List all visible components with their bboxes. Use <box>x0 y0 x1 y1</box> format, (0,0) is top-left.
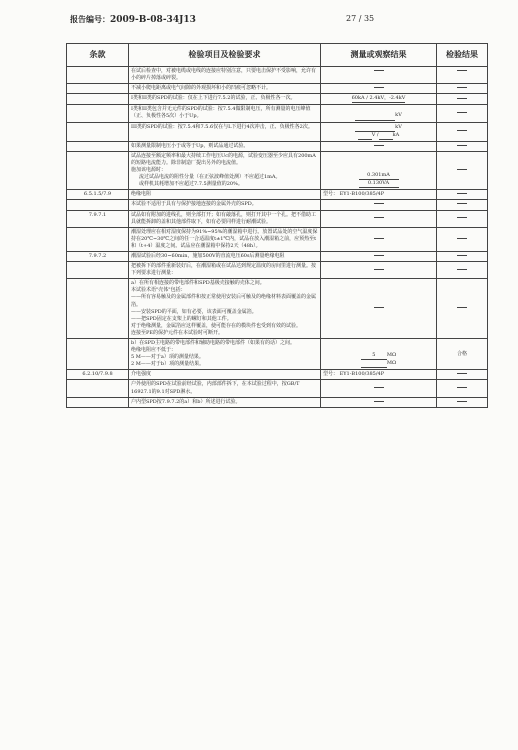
item-text: 潮湿试验后经30~60min，施加500V的直流电压60s后测量绝缘电阻 <box>129 251 321 261</box>
item-text: 本试验不适用于具有与保护接地连接的金属外壳的SPD。 <box>129 200 321 210</box>
report-number-line <box>70 14 196 25</box>
col-header-measurement: 测量或观察结果 <box>321 44 437 67</box>
measured-value: 0.130VA <box>359 180 399 188</box>
dash-mark <box>374 269 384 270</box>
measured-value: 5 <box>361 352 387 360</box>
measured-unit: kV <box>395 112 402 119</box>
dash-mark <box>457 145 467 146</box>
model-number: 型号： EY1-B100/385/4P <box>321 190 437 200</box>
col-header-clause: 条款 <box>67 44 129 67</box>
dash-mark <box>457 387 467 388</box>
table-row <box>67 279 488 339</box>
dash-mark <box>457 169 467 170</box>
table-row <box>67 370 488 380</box>
dash-mark <box>457 112 467 113</box>
table-row <box>67 190 488 200</box>
table-row <box>67 397 488 407</box>
dash-mark <box>374 203 384 204</box>
dash-mark <box>374 145 384 146</box>
col-header-item: 检验项目及检验要求 <box>129 44 321 67</box>
item-text: I类和II类的SPD的试验：仅在上下进行7.5.2的试验，正、负极性各一次。 <box>129 94 321 105</box>
page-number: 27 / 35 <box>346 14 375 23</box>
item-text: b）在SPD主电路的带电部件和辅助电路的带电部件（如果有的话）之间。 绝缘电阻应不低于： 5 M——对于a）项的测量结果。 2 M——对于b）项的测量结果。 <box>129 339 321 370</box>
model-number: 型号： EY1-B100/385/4P <box>321 370 437 380</box>
col-header-result: 检验结果 <box>437 44 488 67</box>
item-text: 把被拆下的部件重新装好后，在潮湿箱或在试品达到规定温度的房间里进行测量。按下列要求进行测量： <box>129 262 321 279</box>
dash-mark <box>457 217 467 218</box>
result-pass: 合格 <box>437 339 488 370</box>
dash-mark <box>374 255 384 256</box>
dash-mark <box>374 401 384 402</box>
table-row <box>67 84 488 94</box>
item-text: 不减小爬电距离或电气间隙的外观损坏和小的凹痕可忽略不计。 <box>129 84 321 94</box>
dash-mark <box>457 130 467 131</box>
report-number: 2009-B-08-34J13 <box>110 15 196 25</box>
dash-mark <box>457 203 467 204</box>
dash-mark <box>457 87 467 88</box>
table-row <box>67 67 488 84</box>
table-row <box>67 141 488 151</box>
item-text: 介电强度 <box>129 370 321 380</box>
item-text: I类和II类包含并无元件的SPD的试验：按7.5.4做限制电压，所有测量的电压峰值（正、负极性各5次）小于Up。 <box>129 105 321 122</box>
clause-number: 7.9.7.1 <box>67 210 129 227</box>
dash-mark <box>457 401 467 402</box>
item-text: 户内型SPD按7.9.7.2的a）和b）所述进行试验。 <box>129 397 321 407</box>
dash-mark <box>374 238 384 239</box>
table-row <box>67 251 488 261</box>
table-row <box>67 210 488 227</box>
dash-mark <box>457 373 467 374</box>
item-text: 绝缘电阻 <box>129 190 321 200</box>
dash-mark <box>457 269 467 270</box>
table-row <box>67 262 488 279</box>
table-row <box>67 339 488 370</box>
item-text: 试品如有附加的进线孔，则全部打开；如有敲落孔，则打开其中一个孔。把不借助工具就能拆卸的盖和其他部件取下，如有必要同样进行耐潮试验。 <box>129 210 321 227</box>
measured-value: 60kA / 2.4kV，-2.4kV <box>352 95 406 103</box>
item-text: 如果测量限制电压小于或等于Up，则试品通过试验。 <box>129 141 321 151</box>
item-text: a）在所有相连接的带电部件和SPD基极壳接触的壳体之间。 本试验术语"壳体"包括： ——所有容易触及的金属部件和按正常使用安装后可触及的绝缘材料表面覆盖的金属箔。 ——安装SPD的平面，如有必要，该表面可覆盖金属箔。 ——把SPD固定在支架上的螺钉和其他工件。 对于绝缘测量，金属箔应这样覆盖，使可能存在的模块件也受到有效的试验。 连接至PE的保护元件在本试验时可断开。 <box>129 279 321 339</box>
report-number-label: 报告编号： <box>70 14 110 24</box>
item-text: III类的SPD的试验：按7.5.4和7.5.6仅在与L下进行4次冲击，正、负极性各2次。 <box>129 122 321 141</box>
table-row <box>67 151 488 189</box>
measured-unit: MΩ <box>386 352 397 359</box>
table-row <box>67 380 488 397</box>
dash-mark <box>457 193 467 194</box>
item-text: 试品连接至额定频率和最大持续工作电压Uc的电源，试验变压器至少应具有200mA的短路电流能力。除非制造厂提出另外的电流值。 施加该电源时： 流过试品电流的阻性分量（在正弦波峰值处测）不应超过1mA。 或样机其耗增加不应超过7.7.5测量值的20%。 <box>129 151 321 189</box>
dash-mark <box>457 238 467 239</box>
table-row <box>67 227 488 251</box>
dash-mark <box>374 307 384 308</box>
inspection-table <box>66 43 488 408</box>
table-row <box>67 200 488 210</box>
dash-mark <box>457 255 467 256</box>
dash-mark <box>457 307 467 308</box>
table-header-row <box>67 44 488 67</box>
item-text: 户外使用的SPD在试验前经试验，内部部件拆下，在本试验过程中，按GB/T 16927.1的9.1对SPD淋水。 <box>129 380 321 397</box>
measured-unit: V / <box>371 131 379 138</box>
table-row <box>67 122 488 141</box>
dash-mark <box>457 98 467 99</box>
item-text: 在试后检查中，对被电缆或电线的连接应特别注意，只要电击保护不受影响，允许有小的碎片掉落或碎裂。 <box>129 67 321 84</box>
measured-unit: kV <box>395 123 402 130</box>
table-row <box>67 94 488 105</box>
clause-number: 6.2.10/7.9.8 <box>67 370 129 380</box>
dash-mark <box>374 387 384 388</box>
dash-mark <box>374 87 384 88</box>
dash-mark <box>457 70 467 71</box>
measured-unit: kA <box>392 131 400 138</box>
measured-value: 0.301mA <box>359 172 399 180</box>
table-row <box>67 105 488 122</box>
item-text: 潮湿处理应在相对湿度保持为91%~95%的潮湿箱中进行。放置试品处的空气温度保持在20℃~30℃之间的任一合适温度t±1℃内，试品在放入潮湿箱之前，应预热至t和（t+4）温度之间。试品应在潮湿箱中保持2天（48h）。 <box>129 227 321 251</box>
clause-number: 6.5.1.5/7.9 <box>67 190 129 200</box>
clause-number: 7.9.7.2 <box>67 251 129 261</box>
dash-mark <box>374 217 384 218</box>
dash-mark <box>374 70 384 71</box>
measured-unit: MΩ <box>386 360 397 367</box>
